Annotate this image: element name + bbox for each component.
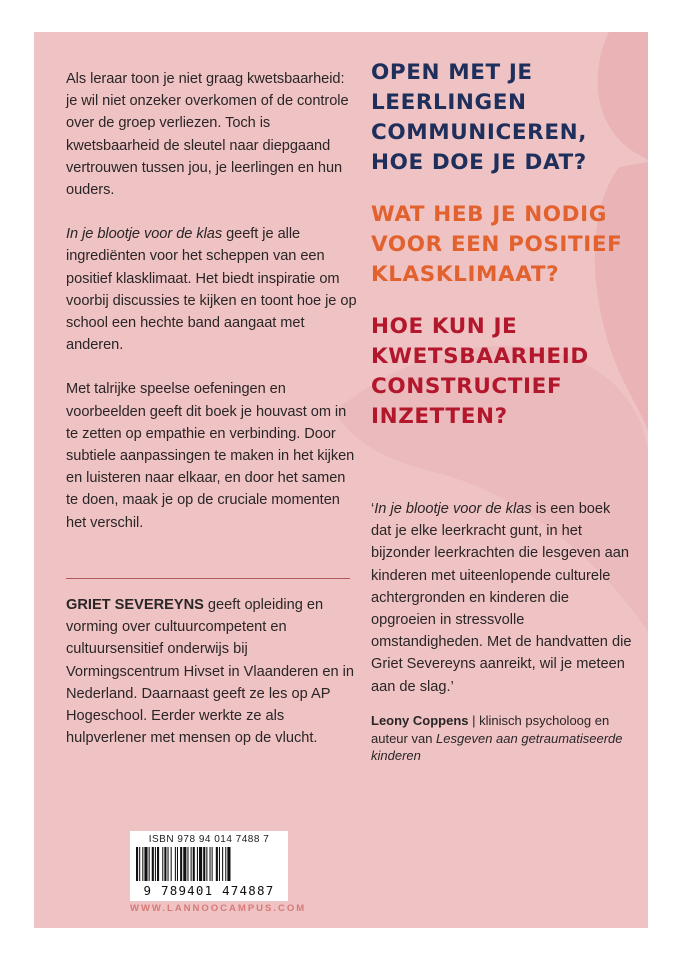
barcode-bar: [177, 847, 178, 881]
barcode-bar: [149, 847, 150, 881]
barcode-bar: [222, 847, 223, 881]
question-2: WAT HEB JE NODIG VOOR EEN POSITIEF KLASKLIMAAT?: [371, 202, 623, 287]
barcode-bar: [225, 847, 226, 881]
question-3: HOE KUN JE KWETSBAARHEID CONSTRUCTIEF INZETTEN?: [371, 314, 589, 429]
barcode-bar: [168, 847, 169, 881]
reviewer-name: Leony Coppens: [371, 713, 469, 728]
barcode-bar: [155, 847, 156, 881]
barcode-digits: 9 789401 474887: [143, 883, 275, 898]
barcode-bar: [212, 847, 213, 881]
barcode-bar: [164, 847, 166, 881]
quote-attribution: [371, 712, 633, 765]
intro-paragraph-2-text: geeft je alle ingrediënten voor het scheppen van een positief klasklimaat. Het biedt inspiratie om voorbij discussies te kijken en toont hoe je op school een hechte band aangaat met anderen.: [66, 226, 357, 354]
barcode-bar: [187, 847, 188, 881]
intro-paragraph-3: Met talrijke speelse oefeningen en voorbeelden geeft dit boek je houvast om in te zetten op empathie en verbinding. Door subtiele aanpassingen te maken in het kijken en luisteren naar elkaar, en door het samen te doen, maak je op de cruciale momenten het verschil.: [66, 381, 355, 531]
barcode-bar: [216, 847, 218, 881]
divider: [66, 578, 350, 579]
barcode-bar: [157, 847, 159, 881]
intro-paragraph-2: [66, 223, 358, 356]
isbn-label: ISBN 978 94 014 7488 7: [148, 834, 270, 845]
barcode-bar: [191, 847, 192, 881]
author-name: GRIET SEVEREYNS: [66, 597, 204, 613]
barcode-bar: [219, 847, 220, 881]
barcode-bar: [139, 847, 140, 881]
reviewer-role: klinisch psycholoog en auteur van: [371, 713, 610, 746]
barcode: [130, 831, 288, 901]
barcode-bar: [144, 847, 147, 881]
barcode-bar: [203, 847, 205, 881]
barcode-bar: [206, 847, 207, 881]
barcode-bar: [197, 847, 198, 881]
barcode-bar: [180, 847, 182, 881]
barcode-bar: [162, 847, 163, 881]
barcode-bar: [199, 847, 202, 881]
quote-open: ‘: [371, 501, 375, 517]
barcode-bar: [175, 847, 176, 881]
review-quote: [371, 498, 633, 698]
quote-text: is een boek dat je elke leerkracht gunt, in het bijzonder leerkrachten die lesgeven aan kinderen met uiteenlopende culturele achtergronden en kinderen die opgroeien in stressvolle omstandigheden. Met de handvatten die Griet Severeyns aanreikt, wil je meteen aan de slag.’: [371, 501, 632, 695]
barcode-bar: [142, 847, 143, 881]
website-url: WWW.LANNOOCAMPUS.COM: [130, 903, 307, 914]
barcode-bar: [210, 847, 211, 881]
barcode-bar: [193, 847, 195, 881]
barcode-bar: [227, 847, 230, 881]
attribution-separator: |: [468, 713, 480, 728]
barcode-bar: [152, 847, 154, 881]
book-title: In je blootje voor de klas: [66, 226, 223, 243]
author-bio: [66, 594, 358, 749]
barcode-bars: [134, 847, 284, 883]
questions: [371, 58, 641, 454]
quote-book-title: In je blootje voor de klas: [374, 501, 532, 517]
barcode-bar: [136, 847, 138, 881]
intro-text: [66, 68, 358, 556]
back-cover: [34, 32, 648, 928]
intro-paragraph-1: Als leraar toon je niet graag kwetsbaarheid: je wil niet onzeker overkomen of de controle over de groep verliezen. Toch is kwetsbaarheid de sleutel naar diepgaand vertrouwen tussen jou, je leerlingen en hun ouders.: [66, 71, 349, 199]
barcode-bar: [183, 847, 186, 881]
reviewer-book: Lesgeven aan getraumatiseerde kinderen: [371, 730, 623, 763]
question-1: OPEN MET JE LEERLINGEN COMMUNICEREN, HOE DOE JE DAT?: [371, 60, 587, 175]
author-bio-text: geeft opleiding en vorming over cultuurcompetent en cultuursensitief onderwijs bij Vormingscentrum Hivset in Vlaanderen en in Nederland. Daarnaast geeft ze les op AP Hogeschool. Eerder werkte ze als hulpverlener met mensen op de vlucht.: [66, 597, 354, 747]
barcode-bar: [171, 847, 172, 881]
